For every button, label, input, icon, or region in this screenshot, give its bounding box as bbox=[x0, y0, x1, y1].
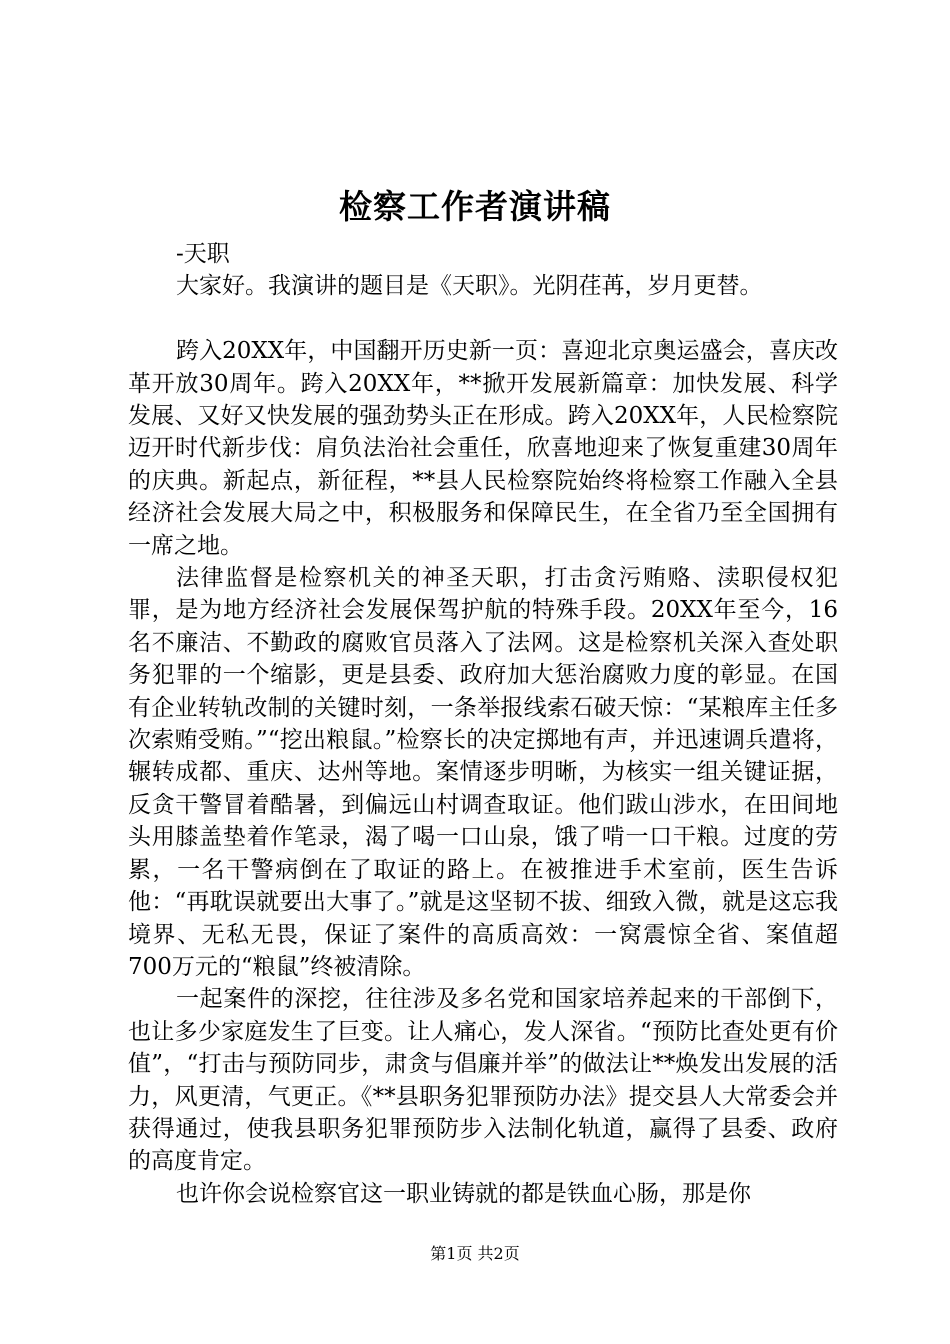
paragraph-greeting: 大家好。我演讲的题目是《天职》。光阴荏苒，岁月更替。 bbox=[176, 273, 763, 300]
page-number-footer: 第1页 共2页 bbox=[430, 1244, 520, 1263]
document-subtitle: -天职 bbox=[176, 241, 230, 267]
document-title: 检察工作者演讲稿 bbox=[339, 187, 611, 226]
document-body bbox=[128, 238, 838, 1210]
paragraph-new-era: 跨入20XX年，中国翻开历史新一页：喜迎北京奥运盛会，喜庆改革开放30周年。跨入20XX年，**掀开发展新篇章：加快发展、科学发展、又好又快发展的强劲势头正在形成。跨入20XX年，人民检察院迈开时代新步伐：肩负法治社会重任，欣喜地迎来了恢复重建30周年的庆典。新起点，新征程，**县人民检察院始终将检察工作融入全县经济社会发展大局之中，积极服务和保障民生，在全省乃至全国拥有一席之地。 bbox=[128, 338, 838, 559]
paragraph-closing: 也许你会说检察官这一职业铸就的都是铁血心肠，那是你 bbox=[176, 1180, 751, 1207]
paragraph-legal-supervision: 法律监督是检察机关的神圣天职，打击贪污贿赂、渎职侵权犯罪，是为地方经济社会发展保驾护航的特殊手段。20XX年至今，16名不廉洁、不勤政的腐败官员落入了法网。这是检察机关深入查处职务犯罪的一个缩影，更是县委、政府加大惩治腐败力度的彰显。在国有企业转轨改制的关键时刻，一条举报线索石破天惊：“某粮库主任多次索贿受贿。”“挖出粮鼠。”检察长的决定掷地有声，并迅速调兵遣将，辗转成都、重庆、达州等地。案情逐步明晰，为核实一组关键证据，反贪干警冒着酷暑，到偏远山村调查取证。他们跋山涉水，在田间地头用膝盖垫着作笔录，渴了喝一口山泉，饿了啃一口干粮。过度的劳累，一名干警病倒在了取证的路上。在被推进手术室前，医生告诉他：“再耽误就要出大事了。”就是这坚韧不拔、细致入微，就是这忘我境界、无私无畏，保证了案件的高质高效：一窝震惊全省、案值超700万元的“粮鼠”终被清除。 bbox=[128, 565, 838, 980]
paragraph-prevention: 一起案件的深挖，往往涉及多名党和国家培养起来的干部倒下，也让多少家庭发生了巨变。让人痛心，发人深省。“预防比查处更有价值”，“打击与预防同步，肃贪与倡廉并举”的做法让**焕发出发展的活力，风更清，气更正。《**县职务犯罪预防办法》提交县人大常委会并获得通过，使我县职务犯罪预防步入法制化轨道，赢得了县委、政府的高度肯定。 bbox=[128, 986, 838, 1175]
paragraph-spacer bbox=[128, 303, 838, 335]
